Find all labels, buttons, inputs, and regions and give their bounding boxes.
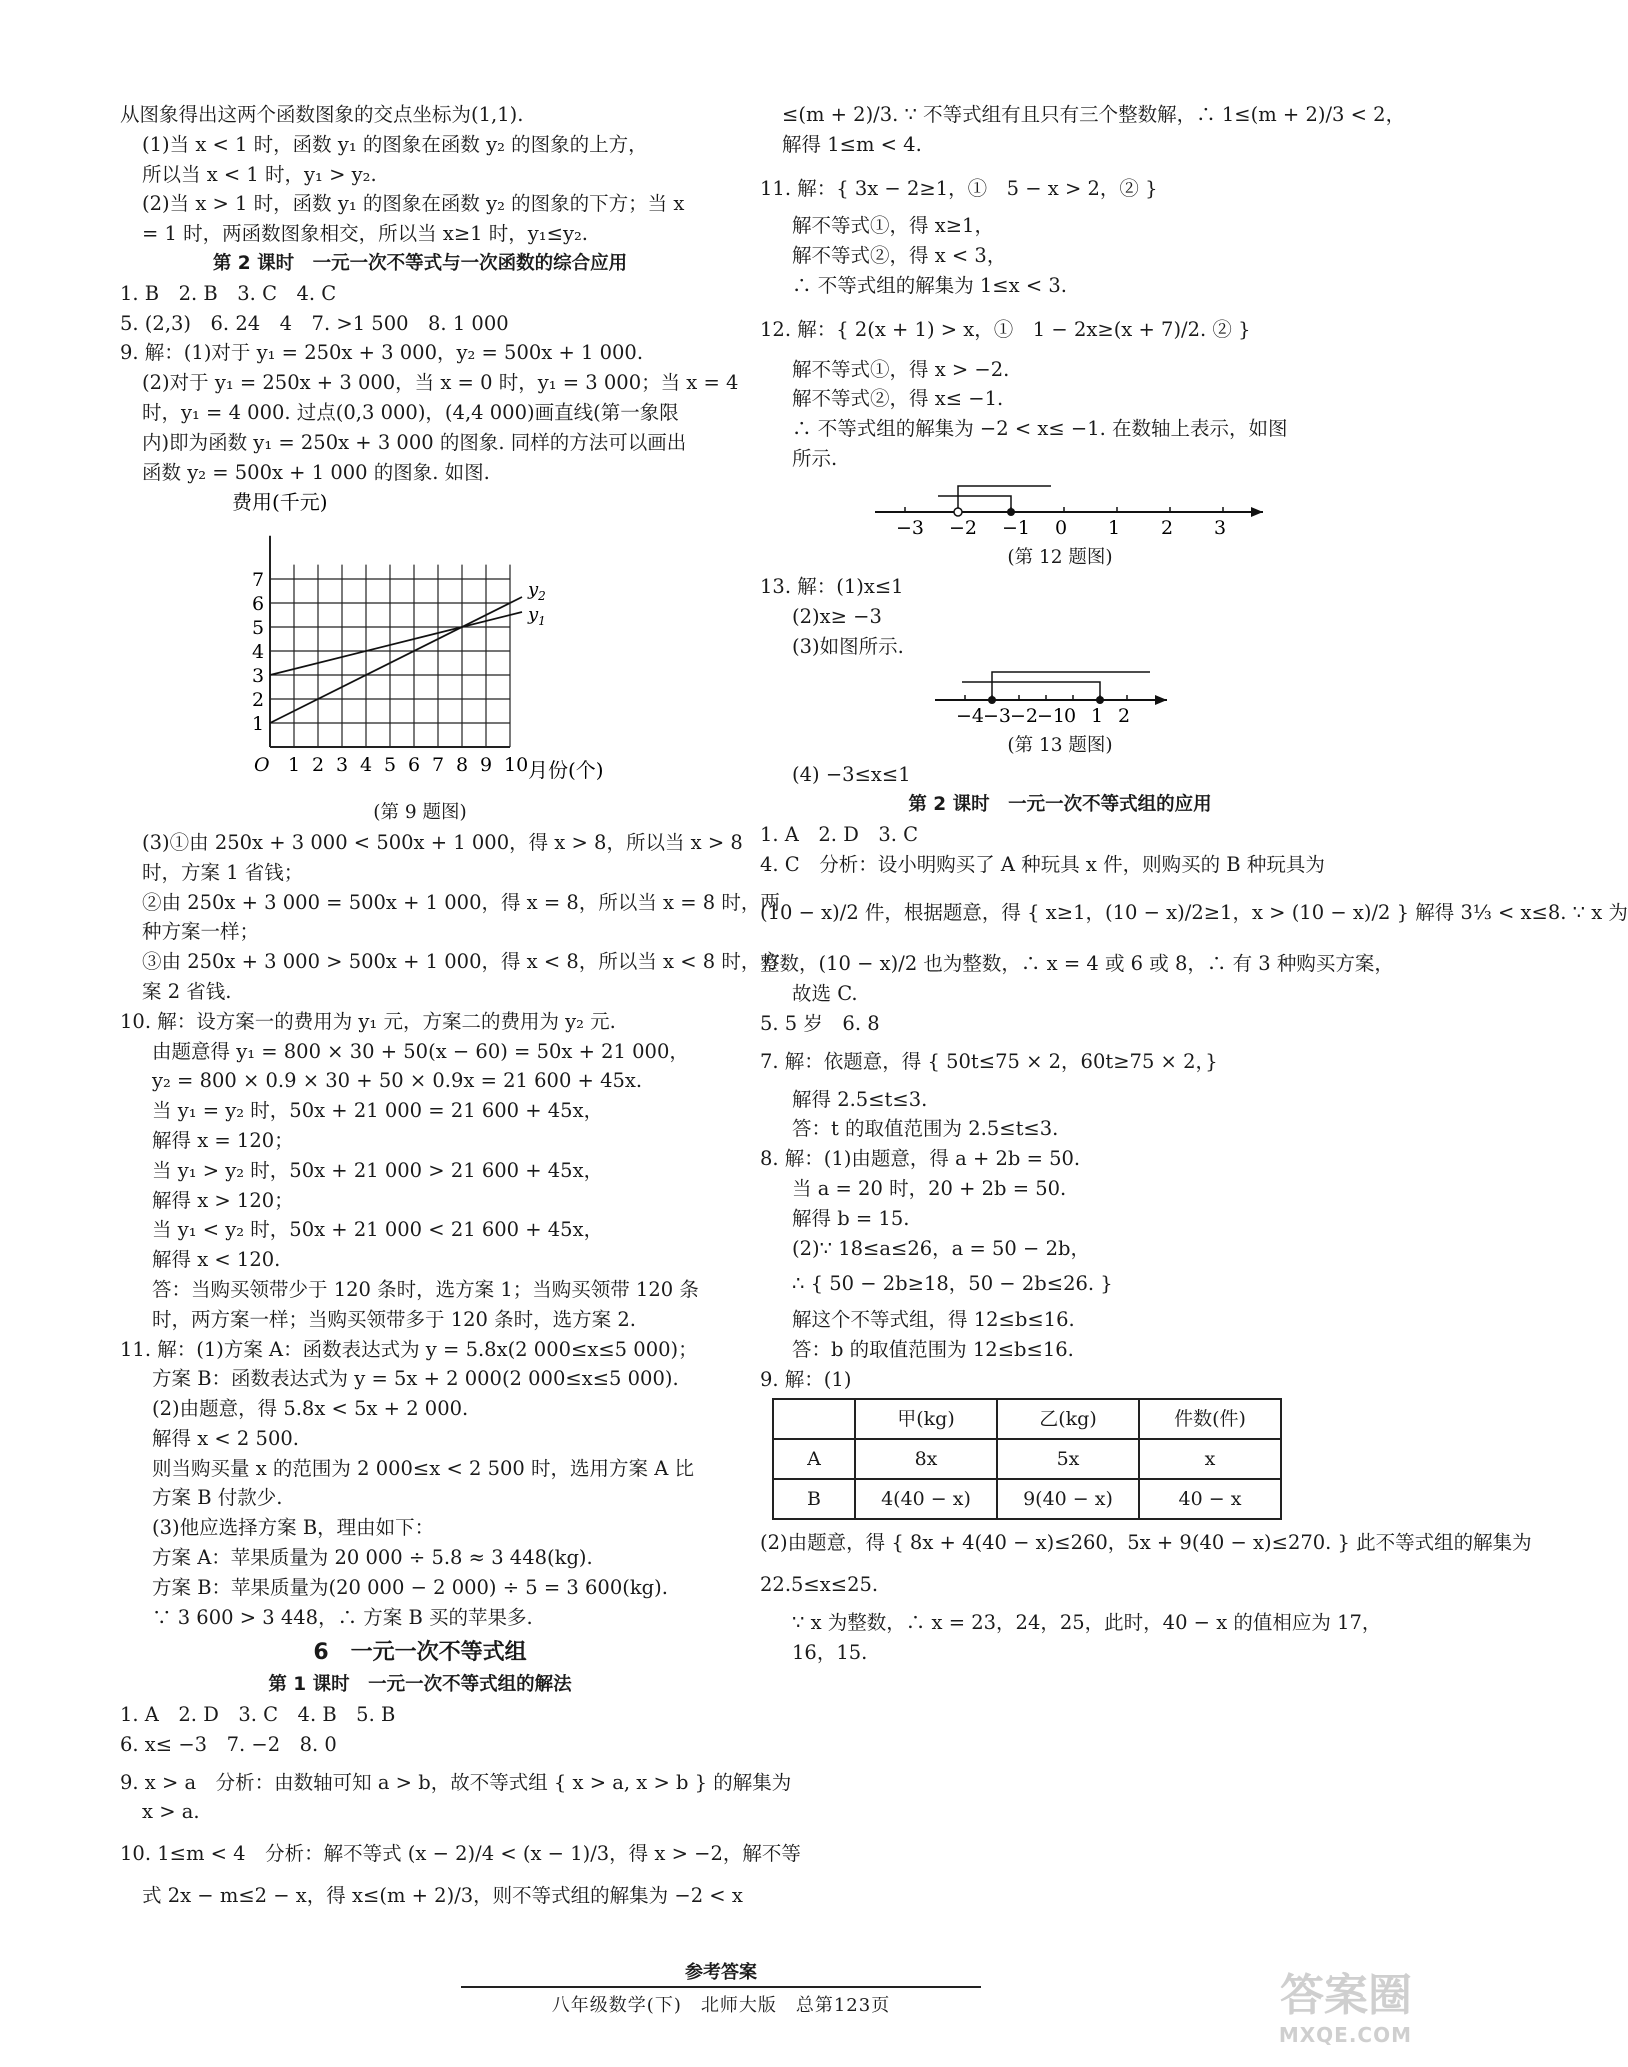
- y-tick-label: 1: [252, 713, 265, 736]
- text-line: 则当购买量 x 的范围为 2 000≤x < 2 500 时，选用方案 A 比: [152, 1456, 694, 1480]
- tick-label: −1: [1002, 516, 1031, 539]
- text-line: 解得 x < 120.: [152, 1248, 281, 1272]
- text-line: 时，两方案一样；当购买领带多于 120 条时，选方案 2.: [152, 1307, 636, 1331]
- tick-label: 3: [1214, 516, 1227, 539]
- left-block-a: [120, 100, 739, 487]
- tick-label: −2: [1010, 704, 1039, 727]
- x-tick-label: 5: [384, 754, 397, 777]
- tick-label: 1: [1108, 516, 1121, 539]
- figure-caption: (第 12 题图): [1007, 546, 1113, 568]
- text-line: (3)他应选择方案 B，理由如下：: [152, 1516, 435, 1540]
- text-line: 12. 解：{ 2(x + 1) > x，① 1 − 2x≥(x + 7)/2. ② }: [760, 317, 1251, 341]
- text-line: 当 y₁ > y₂ 时，50x + 21 000 > 21 600 + 45x，: [152, 1158, 604, 1182]
- text-line: 6. x≤ −3 7. −2 8. 0: [120, 1732, 337, 1756]
- text-line: 种方案一样；: [142, 920, 260, 944]
- text-line: (3)如图所示.: [792, 634, 904, 658]
- text-line: ③由 250x + 3 000 > 500x + 1 000，得 x < 8，所以当 x < 8 时，方: [142, 950, 780, 974]
- table-cell: B: [773, 1479, 855, 1519]
- text-line: 解得 x < 2 500.: [152, 1426, 299, 1450]
- x-tick-label: O: [254, 754, 270, 777]
- y-tick-label: 6: [252, 593, 265, 616]
- figure-caption: (第 9 题图): [373, 802, 467, 824]
- text-line: 答：当购买领带少于 120 条时，选方案 1；当购买领带 120 条: [152, 1277, 699, 1301]
- text-line: 4. C 分析：设小明购买了 A 种玩具 x 件，则购买的 B 种玩具为: [760, 852, 1325, 876]
- text-line: 10. 1≤m < 4 分析：解不等式 (x − 2)/4 < (x − 1)/3，得 x > −2，解不等: [120, 1842, 801, 1866]
- text-line: 方案 B 付款少.: [152, 1486, 283, 1510]
- text-line: 内)即为函数 y₁ = 250x + 3 000 的图象. 同样的方法可以画出: [142, 430, 687, 454]
- text-line: 当 y₁ < y₂ 时，50x + 21 000 < 21 600 + 45x，: [152, 1218, 604, 1242]
- text-line: 解不等式①，得 x > −2.: [792, 357, 1010, 381]
- watermark: [1279, 1959, 1412, 2047]
- lesson-heading: 第 1 课时 一元一次不等式组的解法: [268, 1674, 572, 1696]
- text-line: 时，方案 1 省钱；: [142, 860, 304, 884]
- y-tick-label: 5: [252, 617, 265, 640]
- text-line: 22.5≤x≤25.: [760, 1573, 879, 1597]
- text-line: = 1 时，两函数图象相交，所以当 x≥1 时，y₁≤y₂.: [142, 222, 588, 246]
- right-block-c: [760, 760, 1628, 1394]
- solution-bracket: [938, 496, 1011, 512]
- table-cell: 乙(kg): [997, 1399, 1139, 1439]
- text-line: 整数，(10 − x)/2 也为整数，∴ x = 4 或 6 或 8，∴ 有 3 种购买方案，: [760, 952, 1394, 976]
- number-line-13: [760, 662, 1360, 727]
- solution-bracket: [958, 486, 1051, 512]
- text-line: 故选 C.: [792, 982, 858, 1006]
- text-line: (1)当 x < 1 时，函数 y₁ 的图象在函数 y₂ 的图象的上方，: [142, 132, 648, 156]
- text-line: 解得 1≤m < 4.: [782, 132, 922, 156]
- right-column: [760, 100, 1628, 1668]
- text-line: 解不等式①，得 x≥1，: [792, 214, 994, 238]
- series-label-base: y: [528, 604, 539, 626]
- tick-label: 0: [1055, 516, 1068, 539]
- text-line: (2)当 x > 1 时，函数 y₁ 的图象在函数 y₂ 的图象的下方；当 x: [142, 192, 685, 216]
- series-label: [527, 604, 546, 628]
- watermark-url: MXQE.COM: [1278, 2023, 1412, 2047]
- text-line: ≤(m + 2)/3. ∵ 不等式组有且只有三个整数解，∴ 1≤(m + 2)/3 < 2，: [782, 103, 1406, 126]
- table-cell: x: [1139, 1439, 1281, 1479]
- text-line: 10. 解：设方案一的费用为 y₁ 元，方案二的费用为 y₂ 元.: [120, 1009, 616, 1033]
- y-tick-label: 7: [252, 569, 265, 592]
- tick-label: −3: [896, 516, 925, 539]
- open-dot: [954, 508, 962, 516]
- text-line: (4) −3≤x≤1: [792, 763, 911, 787]
- table-cell: 4(40 − x): [855, 1479, 997, 1519]
- section-title: 6 一元一次不等式组: [313, 1640, 527, 1666]
- series-label-base: y: [528, 579, 539, 601]
- text-line: (10 − x)/2 件，根据题意，得 { x≥1，(10 − x)/2≥1，x > (10 − x)/2 } 解得 3⅓ < x≤8. ∵ x 为: [760, 900, 1628, 924]
- arrow-icon: [1251, 507, 1263, 517]
- tick-label: 1: [1091, 704, 1104, 727]
- text-line: 1. A 2. D 3. C 4. B 5. B: [120, 1703, 396, 1727]
- text-line: 当 a = 20 时，20 + 2b = 50.: [792, 1176, 1067, 1200]
- text-line: 9. x > a 分析：由数轴可知 a > b，故不等式组 { x > a, x > b } 的解集为: [120, 1770, 792, 1794]
- right-block-b: [760, 572, 1360, 661]
- text-line: ∵ 3 600 > 3 448，∴ 方案 B 买的苹果多.: [152, 1605, 533, 1629]
- right-block-d: [760, 1528, 1532, 1667]
- text-line: 方案 B：函数表达式为 y = 5x + 2 000(2 000≤x≤5 000).: [152, 1367, 679, 1391]
- footer-title: 参考答案: [685, 1962, 757, 1983]
- table-cell: 5x: [997, 1439, 1139, 1479]
- tick-label: −2: [949, 516, 978, 539]
- x-tick-label: 9: [480, 754, 493, 777]
- series-label-sub: 1: [538, 614, 546, 629]
- tick-label: 2: [1161, 516, 1174, 539]
- text-line: 答：t 的取值范围为 2.5≤t≤3.: [792, 1117, 1059, 1141]
- series-line: [270, 612, 522, 675]
- text-line: ∴ { 50 − 2b≥18，50 − 2b≤26. }: [792, 1272, 1113, 1296]
- table-cell: 8x: [855, 1439, 997, 1479]
- text-line: 解得 2.5≤t≤3.: [792, 1087, 928, 1111]
- x-tick-label: 2: [312, 754, 325, 777]
- text-line: 解得 x > 120；: [152, 1188, 294, 1212]
- closed-dot: [1007, 508, 1015, 516]
- text-line: 方案 A：苹果质量为 20 000 ÷ 5.8 ≈ 3 448(kg).: [152, 1546, 593, 1570]
- table-cell: [773, 1399, 855, 1439]
- arrow-icon: [1155, 695, 1167, 705]
- text-line: 9. 解：(1): [760, 1367, 852, 1391]
- text-line: ②由 250x + 3 000 = 500x + 1 000，得 x = 8，所以当 x = 8 时，两: [142, 890, 780, 914]
- table-cell: 件数(件): [1139, 1399, 1281, 1439]
- table-row: [773, 1439, 1281, 1479]
- figure-9: [120, 487, 720, 828]
- x-axis-label: 月份(个): [528, 758, 604, 783]
- table-row: [773, 1479, 1281, 1519]
- text-line: 从图象得出这两个函数图象的交点坐标为(1,1).: [120, 103, 524, 126]
- text-line: 方案 B：苹果质量为(20 000 − 2 000) ÷ 5 = 3 600(kg).: [152, 1575, 668, 1599]
- text-line: 解得 x = 120；: [152, 1128, 294, 1152]
- x-tick-label: 10: [504, 754, 529, 777]
- page-footer: [0, 1958, 1442, 2017]
- text-line: 当 y₁ = y₂ 时，50x + 21 000 = 21 600 + 45x，: [152, 1099, 604, 1123]
- left-block-b: [120, 828, 780, 1633]
- y-tick-label: 2: [252, 689, 265, 712]
- text-line: ∵ x 为整数，∴ x = 23，24，25，此时，40 − x 的值相应为 17，: [792, 1611, 1382, 1635]
- closed-dot: [988, 696, 996, 704]
- solution-bracket: [962, 682, 1100, 700]
- text-line: 案 2 省钱.: [142, 979, 232, 1003]
- text-line: 时，y₁ = 4 000. 过点(0,3 000)，(4,4 000)画直线(第一象限: [142, 400, 679, 424]
- text-line: 7. 解：依题意，得 { 50t≤75 × 2，60t≥75 × 2，}: [760, 1049, 1218, 1073]
- table-cell: A: [773, 1439, 855, 1479]
- table-cell: 9(40 − x): [997, 1479, 1139, 1519]
- x-tick-label: 4: [360, 754, 373, 777]
- y-axis-label: 费用(千元): [232, 490, 328, 515]
- text-line: 8. 解：(1)由题意，得 a + 2b = 50.: [760, 1147, 1081, 1171]
- text-line: (2)∵ 18≤a≤26，a = 50 − 2b，: [792, 1236, 1090, 1260]
- left-column: [120, 100, 801, 1911]
- text-line: 9. 解：(1)对于 y₁ = 250x + 3 000，y₂ = 500x + 1 000.: [120, 341, 644, 365]
- footer-subtitle: 八年级数学(下) 北师大版 总第123页: [551, 1995, 891, 2016]
- text-line: x > a.: [142, 1800, 200, 1824]
- tick-label: 0: [1064, 704, 1077, 727]
- text-line: 16，15.: [792, 1640, 868, 1664]
- text-line: 1. A 2. D 3. C: [760, 822, 919, 846]
- y-tick-label: 4: [252, 641, 265, 664]
- tick-label: 2: [1118, 704, 1131, 727]
- left-block-c: [120, 1670, 801, 1911]
- text-line: 解这个不等式组，得 12≤b≤16.: [792, 1308, 1075, 1332]
- lesson-heading: 第 2 课时 一元一次不等式与一次函数的综合应用: [212, 252, 628, 274]
- series-label: [527, 579, 546, 603]
- text-line: 5. 5 岁 6. 8: [760, 1011, 880, 1035]
- x-tick-label: 7: [432, 754, 445, 777]
- table-cell: 40 − x: [1139, 1479, 1281, 1519]
- text-line: 5. (2,3) 6. 24 4 7. >1 500 8. 1 000: [120, 311, 509, 335]
- number-line-12: [760, 474, 1360, 539]
- text-line: (2)由题意，得 { 8x + 4(40 − x)≤260，5x + 9(40 − x)≤270. } 此不等式组的解集为: [760, 1531, 1532, 1555]
- text-line: (2)由题意，得 5.8x < 5x + 2 000.: [152, 1397, 469, 1421]
- text-line: 11. 解：(1)方案 A：函数表达式为 y = 5.8x(2 000≤x≤5 000)；: [120, 1337, 698, 1361]
- line-chart: [120, 487, 720, 789]
- right-block-a: [760, 100, 1406, 474]
- text-line: (3)①由 250x + 3 000 < 500x + 1 000，得 x > 8，所以当 x > 8: [142, 830, 743, 854]
- text-line: y₂ = 800 × 0.9 × 30 + 50 × 0.9x = 21 600 + 45x.: [152, 1069, 643, 1093]
- y-tick-label: 3: [252, 665, 265, 688]
- figure-13: [760, 662, 1360, 761]
- table-cell: 甲(kg): [855, 1399, 997, 1439]
- tick-label: −1: [1037, 704, 1066, 727]
- text-line: 由题意得 y₁ = 800 × 30 + 50(x − 60) = 50x + 21 000，: [152, 1039, 689, 1063]
- x-tick-label: 3: [336, 754, 349, 777]
- text-line: ∴ 不等式组的解集为 1≤x < 3.: [792, 273, 1067, 297]
- tick-label: −4: [956, 704, 985, 727]
- text-line: 解不等式②，得 x < 3，: [792, 244, 1007, 268]
- lesson-heading: 第 2 课时 一元一次不等式组的应用: [908, 794, 1212, 816]
- answer-table: [772, 1398, 1282, 1520]
- x-tick-label: 6: [408, 754, 421, 777]
- text-line: 所示.: [792, 446, 838, 470]
- closed-dot: [1096, 696, 1104, 704]
- text-line: 1. B 2. B 3. C 4. C: [120, 281, 337, 305]
- figure-caption: (第 13 题图): [1007, 734, 1113, 756]
- table-header-row: [773, 1399, 1281, 1439]
- text-line: 函数 y₂ = 500x + 1 000 的图象. 如图.: [142, 460, 490, 484]
- series-label-sub: 2: [538, 589, 546, 604]
- text-line: 所以当 x < 1 时，y₁ > y₂.: [142, 162, 377, 186]
- text-line: ∴ 不等式组的解集为 −2 < x≤ −1. 在数轴上表示，如图: [792, 417, 1288, 441]
- text-line: 解得 b = 15.: [792, 1206, 910, 1230]
- tick-label: −3: [983, 704, 1012, 727]
- x-tick-label: 8: [456, 754, 469, 777]
- footer-rule: [461, 1986, 981, 1988]
- text-line: 13. 解：(1)x≤1: [760, 575, 904, 599]
- figure-12: [760, 474, 1360, 573]
- text-line: 答：b 的取值范围为 12≤b≤16.: [792, 1337, 1074, 1361]
- text-line: 解不等式②，得 x≤ −1.: [792, 387, 1004, 411]
- watermark-logo: 答案圈: [1280, 1970, 1412, 2021]
- x-tick-label: 1: [288, 754, 301, 777]
- text-line: (2)对于 y₁ = 250x + 3 000，当 x = 0 时，y₁ = 3 000；当 x = 4: [142, 371, 739, 395]
- text-line: (2)x≥ −3: [792, 605, 882, 629]
- text-line: 式 2x − m≤2 − x，得 x≤(m + 2)/3，则不等式组的解集为 −2 < x: [142, 1884, 743, 1908]
- text-line: 11. 解：{ 3x − 2≥1，① 5 − x > 2，② }: [760, 176, 1158, 200]
- series-line: [270, 597, 522, 723]
